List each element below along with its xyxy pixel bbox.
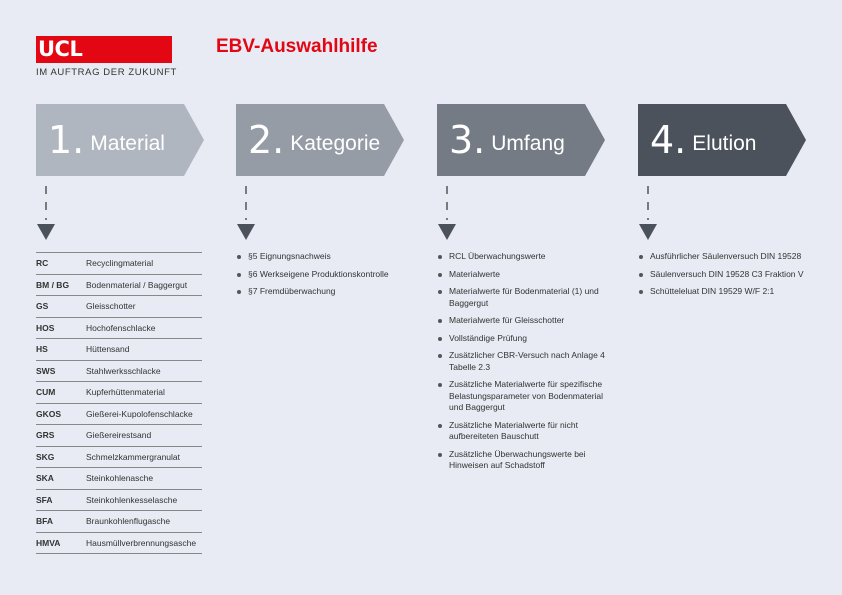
material-name: Hüttensand (86, 344, 130, 355)
material-code: SKA (36, 473, 54, 484)
list-item: §5 Eignungsnachweis (236, 251, 411, 263)
list-item: Zusätzlicher CBR-Versuch nach Anlage 4 Tabelle 2.3 (437, 350, 617, 373)
step-label (449, 104, 565, 176)
table-row (36, 382, 202, 404)
list-item: Zusätzliche Überwachungswerte bei Hinweisen auf Schadstoff (437, 449, 617, 472)
material-code: GKOS (36, 408, 62, 419)
material-code: HOS (36, 322, 55, 333)
arrow-down-icon (36, 186, 56, 242)
material-name: Steinkohlenkesselasche (86, 494, 178, 505)
material-name: Braunkohlenflugasche (86, 516, 171, 527)
list-item: Vollständige Prüfung (437, 333, 617, 345)
step-bar (0, 104, 842, 176)
table-row (36, 296, 202, 318)
step-number: 4. (650, 118, 687, 162)
table-row (36, 468, 202, 490)
list-item: Ausführlicher Säulenversuch DIN 19528 (638, 251, 818, 263)
table-row (36, 404, 202, 426)
list-item: Materialwerte für Gleisschotter (437, 315, 617, 327)
material-name: Schmelzkammergranulat (86, 451, 181, 462)
material-name: Gießerei-Kupolofenschlacke (86, 408, 193, 419)
table-row (36, 318, 202, 340)
step-label (650, 104, 756, 176)
elution-list (638, 251, 818, 298)
table-row (36, 511, 202, 533)
material-name: Steinkohlenasche (86, 473, 154, 484)
arrow-down-icon (236, 186, 256, 242)
step-name: Elution (692, 132, 757, 155)
ucl-logo (36, 36, 177, 78)
material-code: BM / BG (36, 279, 70, 290)
material-column (36, 252, 202, 554)
material-code: SFA (36, 494, 53, 505)
material-name: Bodenmaterial / Baggergut (86, 279, 188, 290)
step-name: Umfang (491, 132, 565, 155)
step-label (48, 104, 165, 176)
elution-column (638, 251, 818, 304)
logo-box (36, 36, 172, 63)
list-item: Zusätzliche Materialwerte für spezifische Belastungsparameter von Bodenmaterial und Baggergut (437, 379, 617, 414)
material-name: Stahlwerksschlacke (86, 365, 161, 376)
material-code: HMVA (36, 537, 61, 548)
list-item: Materialwerte (437, 269, 617, 281)
material-name: Gleisschotter (86, 301, 136, 312)
list-item: Zusätzliche Materialwerte für nicht aufbereiteten Bauschutt (437, 420, 617, 443)
material-name: Recyclingmaterial (86, 258, 154, 269)
material-code: GS (36, 301, 49, 312)
list-item: RCL Überwachungswerte (437, 251, 617, 263)
material-code: GRS (36, 430, 55, 441)
table-row (36, 253, 202, 275)
table-row (36, 425, 202, 447)
material-name: Gießereirestsand (86, 430, 152, 441)
page-title: EBV-Auswahlhilfe (216, 36, 378, 57)
list-item: Materialwerte für Bodenmaterial (1) und Baggergut (437, 286, 617, 309)
table-row (36, 447, 202, 469)
step-name: Kategorie (290, 132, 381, 155)
table-row (36, 339, 202, 361)
table-row (36, 533, 202, 555)
material-name: Hochofenschlacke (86, 322, 156, 333)
step-number: 3. (449, 118, 486, 162)
material-name: Hausmüllverbrennungsasche (86, 537, 197, 548)
table-row (36, 275, 202, 297)
list-item: Säulenversuch DIN 19528 C3 Fraktion V (638, 269, 818, 281)
table-row (36, 361, 202, 383)
list-item: §7 Fremdüberwachung (236, 286, 411, 298)
material-table (36, 252, 202, 554)
step-number: 2. (248, 118, 285, 162)
kategorie-list (236, 251, 411, 298)
material-code: BFA (36, 516, 53, 527)
step-number: 1. (48, 118, 85, 162)
arrow-down-icon (437, 186, 457, 242)
material-code: SKG (36, 451, 55, 462)
table-row (36, 490, 202, 512)
material-code: HS (36, 344, 48, 355)
arrow-down-icon (638, 186, 658, 242)
material-name: Kupferhüttenmaterial (86, 387, 165, 398)
step-name: Material (90, 132, 165, 155)
list-item: Schütteleluat DIN 19529 W/F 2:1 (638, 286, 818, 298)
umfang-list (437, 251, 617, 472)
kategorie-column (236, 251, 411, 304)
material-code: CUM (36, 387, 56, 398)
logo-text: UCL (38, 37, 83, 61)
umfang-column (437, 251, 617, 478)
list-item: §6 Werkseigene Produktionskontrolle (236, 269, 411, 281)
logo-tagline: IM AUFTRAG DER ZUKUNFT (36, 67, 177, 78)
material-code: RC (36, 258, 49, 269)
step-label (248, 104, 380, 176)
material-code: SWS (36, 365, 56, 376)
